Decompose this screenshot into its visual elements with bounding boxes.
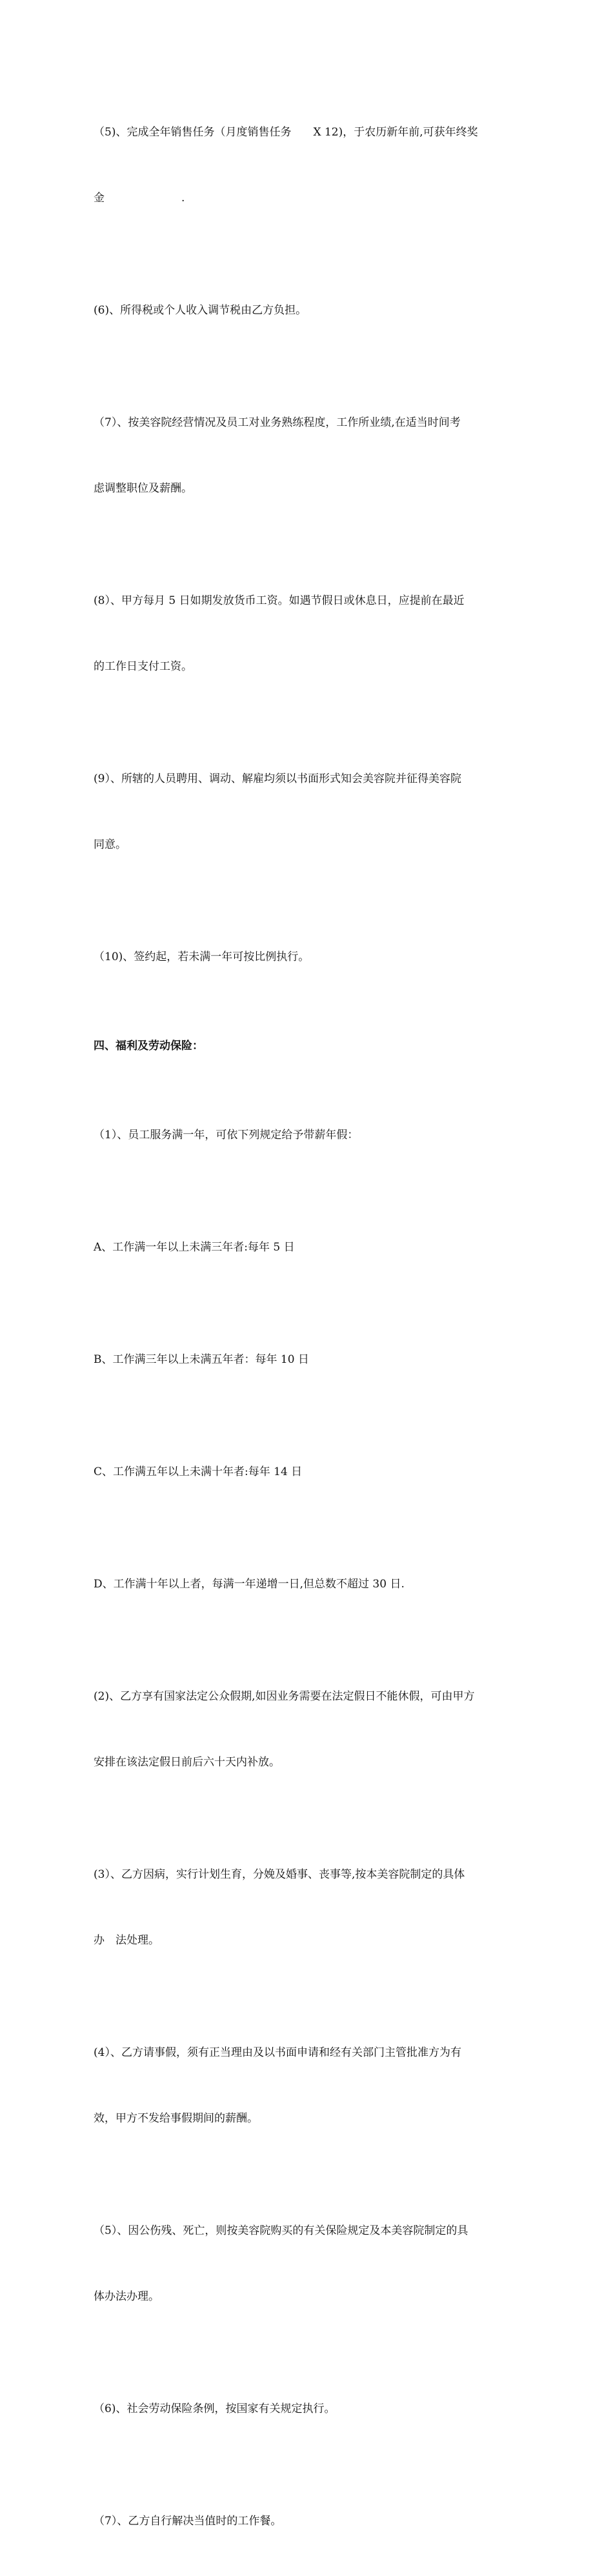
clause-line: 的工作日支付工资。 [94,660,192,673]
clause-line: 金 . [94,192,185,205]
clause-line: (4）、乙方请事假，须有正当理由及以书面申请和经有关部门主管批准方为有 [94,2046,461,2059]
clause-3-6 [94,256,523,365]
clause-line: (8）、甲方每月 5 日如期发放货币工资。如遇节假日或休息日，应提前在最近 [94,594,465,607]
clause-4-6 [94,2354,523,2464]
clause-line: 安排在该法定假日前后六十天内补放。 [94,1756,280,1769]
clause-4-1-c [94,1417,523,1527]
clause-line: A、工作满一年以上未满三年者:每年 5 日 [94,1241,295,1254]
clause-3-5 [94,77,523,253]
clause-line: （6)、社会劳动保险条例，按国家有关规定执行。 [94,2402,336,2415]
clause-4-5 [94,2176,523,2351]
clause-line: 体办法办理。 [94,2290,159,2303]
clause-3-9 [94,724,523,900]
clause-line: B、工作满三年以上未满五年者：每年 10 日 [94,1353,309,1366]
clause-line: 同意。 [94,838,126,851]
clause-4-7 [94,2466,523,2576]
clause-4-1-a [94,1192,523,1302]
document-body [94,77,523,2576]
clause-line: 效，甲方不发给事假期间的薪酬。 [94,2112,258,2125]
section-3-list [94,77,523,1012]
clause-line: （1）、员工服务满一年，可依下列规定给予带薪年假： [94,1129,359,1142]
clause-3-8 [94,546,523,721]
clause-4-3 [94,1820,523,1995]
clause-line: (9）、所辖的人员聘用、调动、解雇均须以书面形式知会美容院并征得美容院 [94,772,461,785]
clause-4-2 [94,1642,523,1817]
clause-line: （7）、乙方自行解决当值时的工作餐。 [94,2515,282,2528]
clause-line: (6)、所得税或个人收入调节税由乙方负担。 [94,304,307,317]
clause-line: C、工作满五年以上未满十年者:每年 14 日 [94,1465,303,1478]
clause-4-1-b [94,1305,523,1414]
clause-line: (2)、乙方享有国家法定公众假期,如因业务需要在法定假日不能休假，可由甲方 [94,1690,475,1703]
clause-line: 办 法处理。 [94,1934,159,1947]
clause-line: （7）、按美容院经营情况及员工对业务熟练程度，工作所业绩,在适当时间考 [94,416,461,429]
section-4-list [94,1080,523,2576]
clause-3-7 [94,368,523,543]
clause-line: （5）、因公伤残、死亡，则按美容院购买的有关保险规定及本美容院制定的具 [94,2224,468,2237]
clause-4-1-d [94,1529,523,1639]
clause-4-1 [94,1080,523,1190]
clause-3-10 [94,902,523,1012]
section-4-heading: 四、福利及劳动保险： [94,1040,203,1052]
clause-line: （10)、签约起，若未满一年可按比例执行。 [94,951,310,963]
clause-line: 虑调整职位及薪酬。 [94,482,192,495]
clause-line: (3）、乙方因病，实行计划生育，分娩及婚事、丧事等,按本美容院制定的具体 [94,1868,465,1881]
clause-line: D、工作满十年以上者，每满一年递增一日,但总数不超过 30 日. [94,1578,405,1591]
clause-4-4 [94,1998,523,2173]
clause-line: （5)、完成全年销售任务（月度销售任务 X 12)，于农历新年前,可获年终奖 [94,126,478,139]
